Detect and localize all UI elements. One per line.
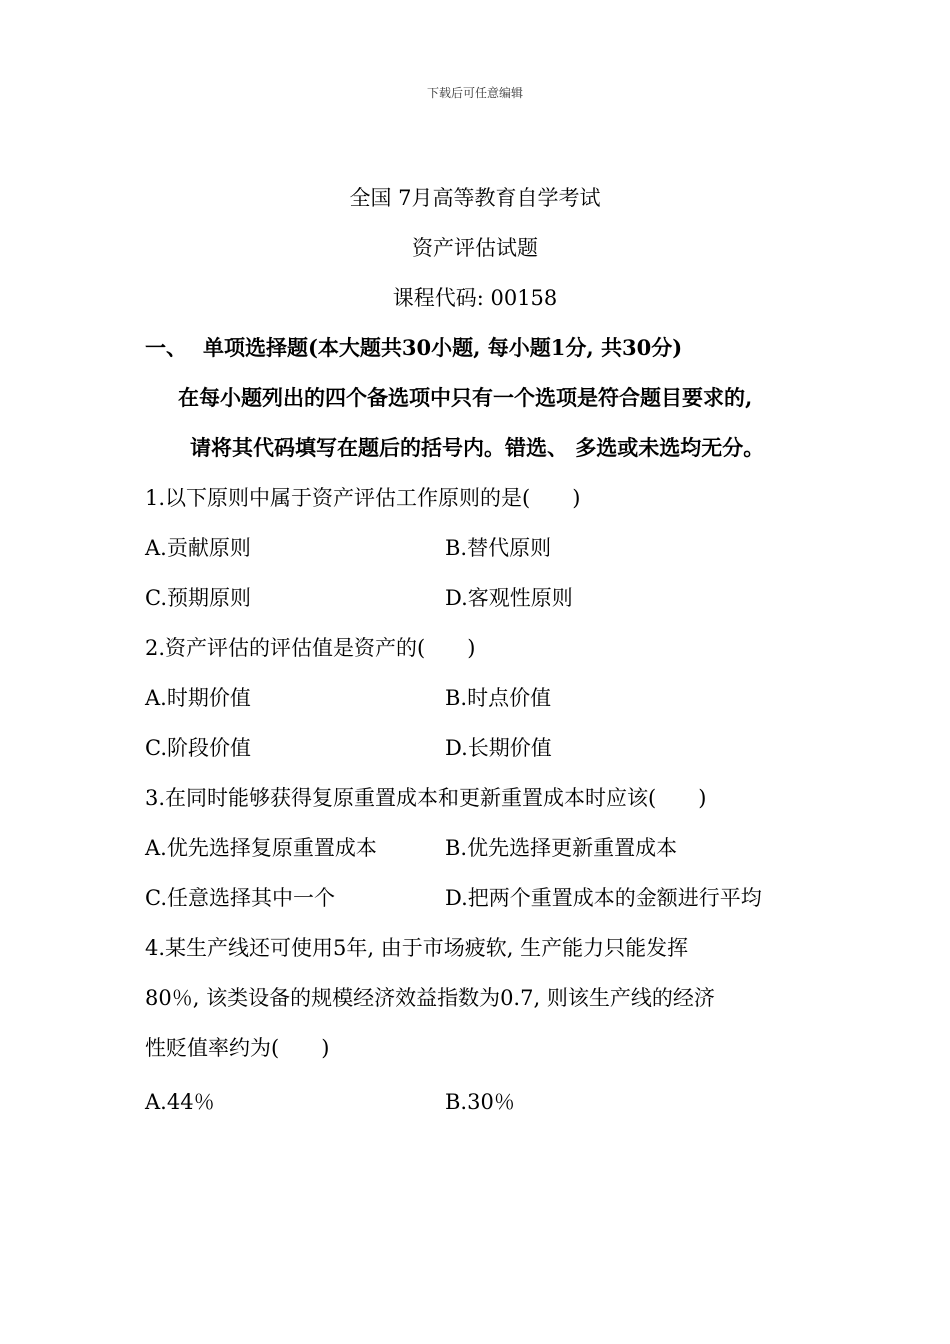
course-code: 课程代码: 00158 bbox=[392, 286, 558, 310]
question-1-option-c: C.预期原则 bbox=[145, 586, 251, 610]
question-3-option-c: C.任意选择其中一个 bbox=[145, 886, 335, 910]
exam-subject: 资产评估试题 bbox=[412, 236, 538, 260]
question-4-stem-line2: 80％, 该类设备的规模经济效益指数为0.7, 则该生产线的经济 bbox=[145, 986, 715, 1010]
question-2-option-a: A.时期价值 bbox=[145, 686, 251, 710]
question-3-option-a: A.优先选择复原重置成本 bbox=[145, 836, 377, 860]
question-2-option-d: D.长期价值 bbox=[445, 736, 552, 760]
question-4-stem-line3: 性贬值率约为( ) bbox=[145, 1036, 330, 1060]
header-note: 下载后可任意编辑 bbox=[426, 86, 523, 100]
question-3-stem: 3.在同时能够获得复原重置成本和更新重置成本时应该( ) bbox=[145, 786, 707, 810]
section-instruction-line2: 请将其代码填写在题后的括号内。错选、 多选或未选均无分。 bbox=[190, 435, 765, 460]
question-2-option-b: B.时点价值 bbox=[445, 686, 552, 710]
question-3-option-d: D.把两个重置成本的金额进行平均 bbox=[445, 886, 762, 910]
section-number: 一、 bbox=[145, 335, 187, 360]
question-1-stem: 1.以下原则中属于资产评估工作原则的是( ) bbox=[145, 486, 581, 510]
section-title: 单项选择题(本大题共30小题, 每小题1分, 共30分) bbox=[203, 335, 683, 360]
question-1-option-d: D.客观性原则 bbox=[445, 586, 573, 610]
question-1-option-b: B.替代原则 bbox=[445, 536, 552, 560]
question-4-stem-line1: 4.某生产线还可使用5年, 由于市场疲软, 生产能力只能发挥 bbox=[145, 936, 689, 960]
question-2-option-c: C.阶段价值 bbox=[145, 736, 251, 760]
question-3-option-b: B.优先选择更新重置成本 bbox=[445, 836, 678, 860]
question-1-option-a: A.贡献原则 bbox=[145, 536, 251, 560]
question-2-stem: 2.资产评估的评估值是资产的( ) bbox=[145, 636, 476, 660]
question-4-option-a: A.44％ bbox=[145, 1090, 215, 1114]
section-instruction-line1: 在每小题列出的四个备选项中只有一个选项是符合题目要求的, bbox=[178, 385, 753, 410]
question-4-option-b: B.30％ bbox=[445, 1090, 515, 1114]
exam-title: 全国 7月高等教育自学考试 bbox=[349, 186, 601, 210]
